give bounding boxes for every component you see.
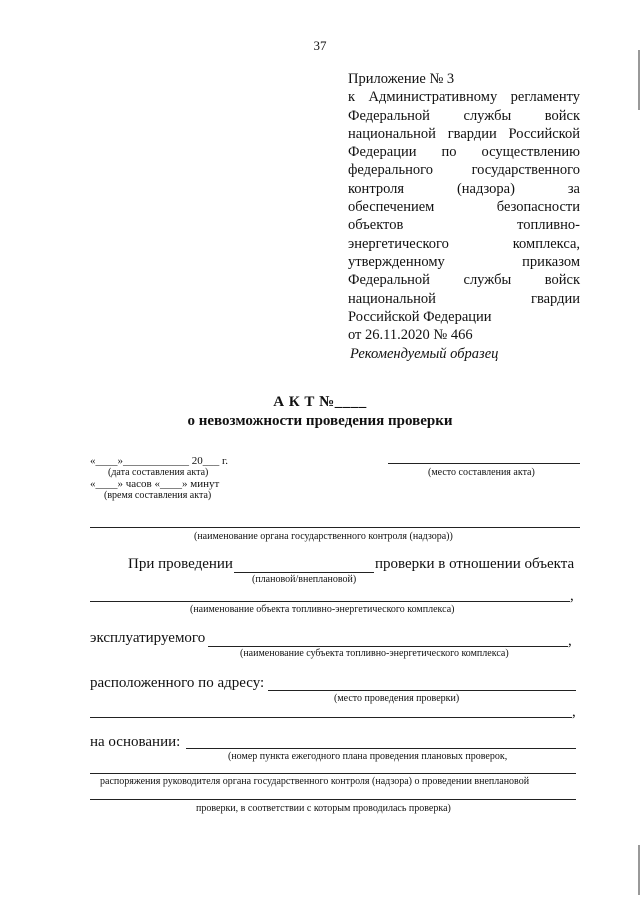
appendix-line: к Административному регламенту <box>348 89 580 106</box>
appendix-block <box>348 70 580 344</box>
inspection-suffix: проверки в отношении объекта <box>375 556 575 572</box>
page-number: 37 <box>313 38 327 53</box>
address-field-continued[interactable] <box>90 717 572 718</box>
address-comma: , <box>572 704 576 720</box>
basis-field-3[interactable] <box>90 799 576 800</box>
operator-caption: (наименование субъекта топливно-энергетического комплекса) <box>240 648 509 659</box>
address-caption: (место проведения проверки) <box>334 693 460 704</box>
object-name-field[interactable] <box>90 601 570 602</box>
basis-field[interactable] <box>186 748 576 749</box>
time-field[interactable]: «____» часов «____» минут <box>90 478 220 490</box>
place-field[interactable] <box>388 463 580 464</box>
address-field[interactable] <box>268 690 576 691</box>
inspection-type-field[interactable] <box>234 572 374 573</box>
appendix-line: объектов топливно- <box>348 217 580 234</box>
appendix-line: энергетического комплекса, <box>348 235 580 252</box>
inspection-prefix: При проведении <box>128 556 233 572</box>
appendix-line: от 26.11.2020 № 466 <box>348 327 473 344</box>
appendix-line: Федеральной службы войск <box>348 272 580 289</box>
organ-name-field[interactable] <box>90 527 580 528</box>
place-caption: (место составления акта) <box>428 467 535 478</box>
organ-name-caption: (наименование органа государственного контроля (надзора)) <box>194 531 453 542</box>
address-label: расположенного по адресу: <box>90 675 265 691</box>
appendix-line: национальной гвардии <box>348 290 580 307</box>
object-name-caption: (наименование объекта топливно-энергетического комплекса) <box>190 604 455 615</box>
appendix-line: федерального государственного <box>348 162 580 179</box>
date-caption: (дата составления акта) <box>108 467 209 478</box>
appendix-line: Российской Федерации <box>348 308 492 325</box>
operator-comma: , <box>568 633 572 649</box>
object-comma: , <box>570 588 574 604</box>
recommended-sample-label: Рекомендуемый образец <box>350 346 499 362</box>
appendix-line: обеспечением безопасности <box>348 199 580 216</box>
time-caption: (время составления акта) <box>104 490 212 501</box>
appendix-line: Приложение № 3 <box>348 71 455 87</box>
operator-field[interactable] <box>208 646 568 647</box>
basis-caption-3: проверки, в соответствии с которым проводилась проверка) <box>196 803 451 814</box>
basis-field-2[interactable] <box>90 773 576 774</box>
act-subtitle: о невозможности проведения проверки <box>187 413 453 429</box>
appendix-line: Федерации по осуществлению <box>348 144 580 161</box>
basis-caption-1: (номер пункта ежегодного плана проведения плановых проверок, <box>228 751 508 762</box>
inspection-type-caption: (плановой/внеплановой) <box>252 574 357 585</box>
operated-label: эксплуатируемого <box>90 630 206 646</box>
basis-caption-2: распоряжения руководителя органа государственного контроля (надзора) о проведении внеплановой <box>100 776 530 787</box>
appendix-line: национальной гвардии Российской <box>348 125 580 142</box>
appendix-line: Федеральной службы войск <box>348 107 580 124</box>
date-field[interactable]: «____»____________ 20___ г. <box>90 455 229 467</box>
act-title: А К Т №____ <box>273 394 367 410</box>
appendix-line: утвержденному приказом <box>348 253 580 270</box>
appendix-line: контроля (надзора) за <box>348 180 580 197</box>
basis-label: на основании: <box>90 734 181 750</box>
